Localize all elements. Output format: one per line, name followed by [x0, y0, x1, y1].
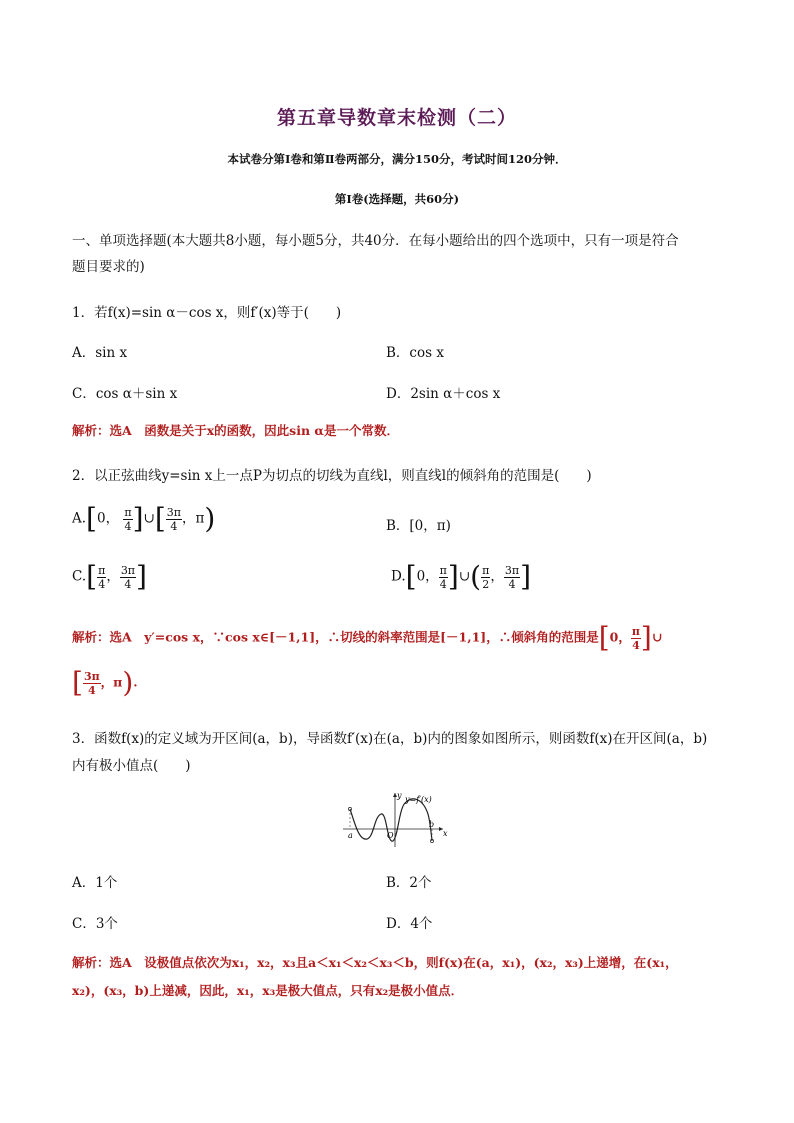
fraction-pi-4: $\frac{\pi}{4}$	[124, 505, 132, 533]
part-heading: 第Ⅰ卷(选择题，共60分)	[334, 192, 460, 206]
q3-option-c: C．3个	[72, 916, 118, 932]
exam-note: 本试卷分第Ⅰ卷和第Ⅱ卷两部分，满分150分，考试时间120分钟．	[227, 152, 567, 166]
b-label: b	[429, 820, 435, 829]
q2-option-d: D.[0， $\frac{\pi}{4}$ ]∪( $\frac{\pi}{2}$ ， $\frac{3\pi}{4}$ ]	[391, 560, 531, 593]
a-label: a	[348, 831, 353, 840]
q3-answer-line1: 解析：选A 设极值点依次为x₁，x₂，x₃且a＜x₁＜x₂＜x₃＜b，则f(x)在(a，x₁)，(x₂，x₃)上递增，在(x₁，	[72, 955, 678, 970]
fraction-pi-4: $\frac{\pi}{4}$	[439, 563, 447, 591]
q1-stem: 1．若f(x)=sin α－cos x，则f′(x)等于( )	[72, 305, 342, 321]
q3-answer-line2: x₂)，(x₃，b)上递减，因此，x₁，x₃是极大值点，只有x₂是极小值点．	[72, 983, 464, 998]
fraction-pi-2: $\frac{\pi}{2}$	[482, 563, 490, 591]
q1-option-a: A．sin x	[72, 345, 128, 361]
section-heading	[72, 228, 732, 280]
fraction-pi-4: $\frac{\pi}{4}$	[631, 624, 640, 652]
fraction-3pi-4: $\frac{3\pi}{4}$	[120, 563, 136, 591]
curve-label: y=f′(x)	[405, 795, 432, 804]
q2-option-c: C.[ $\frac{\pi}{4}$ ， $\frac{3\pi}{4}$ ]	[72, 560, 147, 593]
q3-option-d: D．4个	[386, 916, 433, 932]
fraction-pi-4: $\frac{\pi}{4}$	[98, 563, 106, 591]
section-heading-line2: 题目要求的)	[72, 259, 145, 275]
derivative-graph	[343, 789, 453, 849]
q2-option-b: B．[0，π)	[386, 518, 451, 534]
q1-option-c: C．cos α＋sin x	[72, 386, 178, 402]
fraction-3pi-4: $\frac{3\pi}{4}$	[83, 669, 100, 697]
q3-option-b: B．2个	[386, 875, 432, 891]
section-heading-line1: 一、单项选择题(本大题共8小题，每小题5分，共40分．在每小题给出的四个选项中，只有一项是符合	[72, 233, 679, 249]
q1-option-b: B．cos x	[386, 345, 444, 361]
q2-answer-line1: 解析：选A y′=cos x，∵cos x∈[－1,1]，∴切线的斜率范围是[－1,1]，∴倾斜角的范围是[0， $\frac{\pi}{4}$ ]∪	[72, 621, 663, 654]
q2-answer-line2: [ $\frac{3\pi}{4}$ ，π).	[72, 666, 138, 699]
q1-option-d: D．2sin α＋cos x	[386, 386, 501, 402]
x-axis-label: x	[443, 829, 448, 838]
fraction-3pi-4: $\frac{3\pi}{4}$	[166, 505, 182, 533]
origin-label: O	[387, 831, 394, 840]
q3-stem-line1: 3．函数f(x)的定义域为开区间(a，b)，导函数f′(x)在(a，b)内的图象如图所示，则函数f(x)在开区间(a，b)	[72, 731, 708, 747]
y-axis-label: y	[397, 791, 402, 800]
page-title: 第五章导数章末检测（二）	[276, 107, 517, 129]
q3-stem-line2: 内有极小值点( )	[72, 758, 191, 774]
q1-answer: 解析：选A 函数是关于x的函数，因此sin α是一个常数．	[72, 423, 399, 438]
q2-stem: 2．以正弦曲线y=sin x上一点P为切点的切线为直线l，则直线l的倾斜角的范围是( )	[72, 468, 592, 484]
fraction-3pi-4: $\frac{3\pi}{4}$	[504, 563, 520, 591]
q3-option-a: A．1个	[72, 875, 118, 891]
q2-option-a: A.[0， $\frac{\pi}{4}$ ]∪[ $\frac{3\pi}{4}$ ，π)	[72, 502, 216, 535]
